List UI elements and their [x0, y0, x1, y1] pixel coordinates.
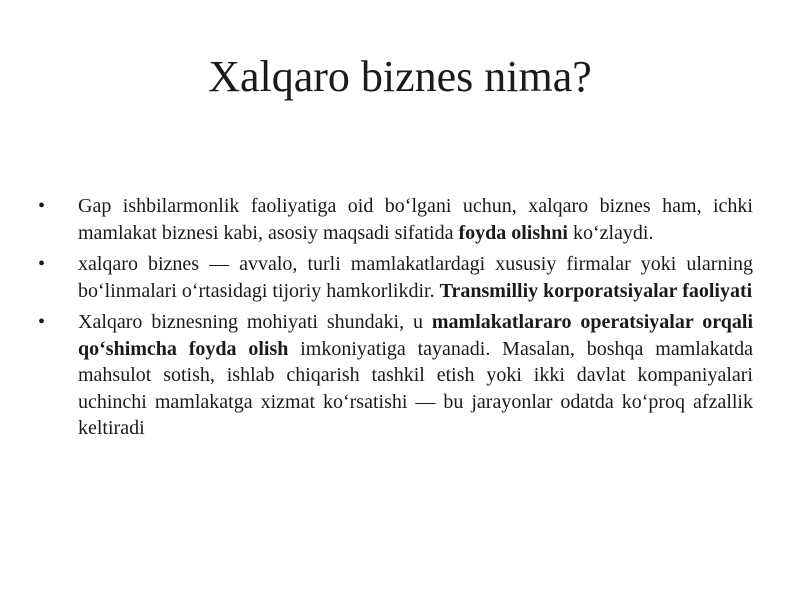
bullet-item-1 [38, 193, 753, 246]
bullet-bold-text: Transmilliy korporatsiyalar faoliyati [439, 279, 753, 302]
bullet-dot-icon: • [38, 311, 46, 333]
bullet-bold-text: foyda olishni [458, 221, 568, 244]
bullet-dot-icon: • [38, 253, 46, 275]
bullet-bold-text: mamlakatlararo operatsiyalar orqali qo‘shimcha foyda olish [78, 311, 754, 360]
bullet-dot-icon: • [38, 195, 46, 217]
bullet-text: imkoniyatiga tayanadi. Masalan, boshqa mamlakatda mahsulot sotish, ishlab chiqarish tashkil etish yoki ikki davlat kompaniyalari uchinchi mamlakatga xizmat ko‘rsatishi — bu jarayonlar odatda ko‘proq afzallik keltiradi [78, 337, 753, 439]
bullet-item-2 [38, 251, 753, 304]
bullet-list [38, 193, 753, 447]
bullet-item-3 [38, 309, 753, 442]
slide-title: Xalqaro biznes nima? [208, 52, 592, 101]
bullet-text: xalqaro biznes — avvalo, turli mamlakatlardagi xususiy firmalar yoki ularning bo‘linmalari o‘rtasidagi tijoriy hamkorlikdir. [78, 253, 753, 302]
bullet-text: ko‘zlaydi. [567, 221, 654, 244]
bullet-text: Xalqaro biznesning mohiyati shundaki, u [78, 311, 432, 333]
bullet-text: Gap ishbilarmonlik faoliyatiga oid bo‘lgani uchun, xalqaro biznes ham, ichki mamlakat biznesi kabi, asosiy maqsadi sifatida [78, 195, 753, 244]
